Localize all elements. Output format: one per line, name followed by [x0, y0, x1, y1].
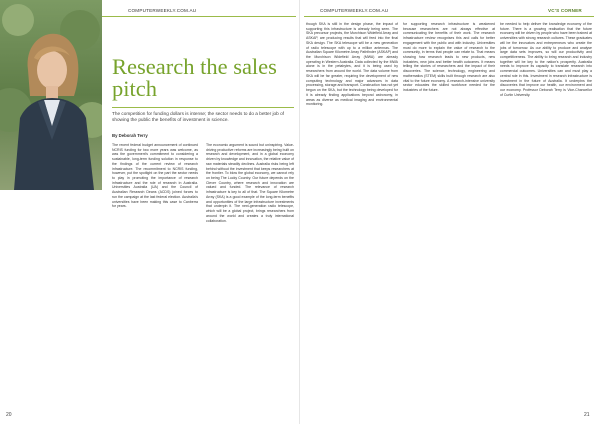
section-label-right: VC'S CORNER [548, 8, 582, 13]
right-page [300, 0, 600, 424]
author-photo [0, 0, 102, 190]
portrait-image [0, 0, 102, 190]
right-column-1-text: though SKA is still in the design phase, the impact of supporting this infrastructure is already being seen. The SKA precursor projects, the Murchison Widefield Array and ASKAP, are producing results that will feed into the final SKA design. The SKA telescope will be a new generation of radio telescope with up to a million antennas. The Australian Square Kilometre Array Pathfinder (ASKAP) and the Murchison Widefield Array (MWA) are already operating in Western Australia. Data collected by the MWA alone is in the petabytes, and it is being used by researchers from around the world. The data volume from SKA will be far greater, requiring the development of new computing technology and major advances in data processing, storage and transport. Construction has not yet begun on the SKA, but the technology being developed for it is already finding applications beyond astronomy, in areas as diverse as medical imaging and environmental monitoring. [306, 22, 398, 107]
title-rule [112, 107, 294, 108]
left-column-2 [206, 143, 294, 405]
site-name-right: COMPUTERWEEKLY.COM.AU [320, 8, 389, 13]
right-column-1 [306, 22, 398, 407]
article-byline: By Deborah Terry [112, 133, 148, 138]
header-rule-right [304, 16, 594, 17]
left-column-1-text: The recent federal budget announcement of continued NCRIS funding for two more years was welcome, as was the government's commitment to considering a sustainable, long-term funding solution in response to the findings of the current review of research infrastructure. The recommitment to NCRIS funding, however, put the spotlight on the part the sector needs to play in promoting the importance of research infrastructure and the role of research in Australia. Universities Australia (UA) and the Council of Australian Research Deans (ACDS) joined forces to run the campaign at the last federal election. Australia's universities have been making this case to Canberra for years. [112, 143, 198, 209]
right-column-2-text: for supporting research infrastructure is weakened because researchers are not always effective at communicating the benefits of their work. The research infrastructure review recognises this and calls for better engagement with the public and with industry. Universities must do more to explain the value of research to the community, in terms that people can relate to. That means showing how research leads to new products, new industries, new jobs and better health outcomes. It means telling the stories of researchers and the impact of their discoveries. The science, technology, engineering and mathematics (STEM) skills built through research are also vital to the future economy. A research-intensive university sector educates the skilled workforce needed for the industries of the future. [403, 22, 495, 93]
article-standfirst: The competition for funding dollars is intense; the sector needs to do a better job of showing the public the benefits of investment in science. [112, 111, 284, 122]
right-column-3-text: be needed to help deliver the knowledge economy of the future. There is a growing realisation that the future economy will be driven by people who have been trained at universities with strong research cultures. These graduates will be the innovators and entrepreneurs who create the jobs of tomorrow. As our ability to produce and analyse large data sets improves, so will our productivity and competitiveness. The ability to bring research and industry together will be key to the nation's prosperity. Australia needs to improve its capacity to translate research into commercial outcomes. Universities can and must play a central role in this. Investment in research infrastructure is investment in the future of Australia. It underpins the discoveries that improve our health, our environment and our economy. Professor Deborah Terry is Vice-Chancellor of Curtin University. [500, 22, 592, 97]
right-column-2 [403, 22, 495, 407]
left-column-2-text: The economic argument is sound but uninspiring. Value-driving productive reforms are increasingly being built on research and development, and in a global economy driven by knowledge and innovation, the relative value of raw materials steadily declines. Australia risks being left behind without the investment that keeps researchers at the frontier. To blow the global economy, we cannot rely on being The Lucky Country. Our future depends on the Clever Country, where research and innovation are valued and funded. The relevance of research infrastructure is key to all of that. The Square Kilometre Array (SKA) is a good example of the long-term benefits and opportunities of the large infrastructure investments that underpin it. The next-generation radio telescope, which will be a global project, brings researchers from around the world and creates a truly international collaboration. [206, 143, 294, 223]
page-number-right: 21 [584, 412, 590, 418]
site-name: COMPUTERWEEKLY.COM.AU [128, 8, 197, 13]
page-number-left: 20 [6, 412, 12, 418]
article-title: Research the sales pitch [112, 54, 277, 101]
right-column-3 [500, 22, 592, 407]
left-column-1 [112, 143, 198, 405]
